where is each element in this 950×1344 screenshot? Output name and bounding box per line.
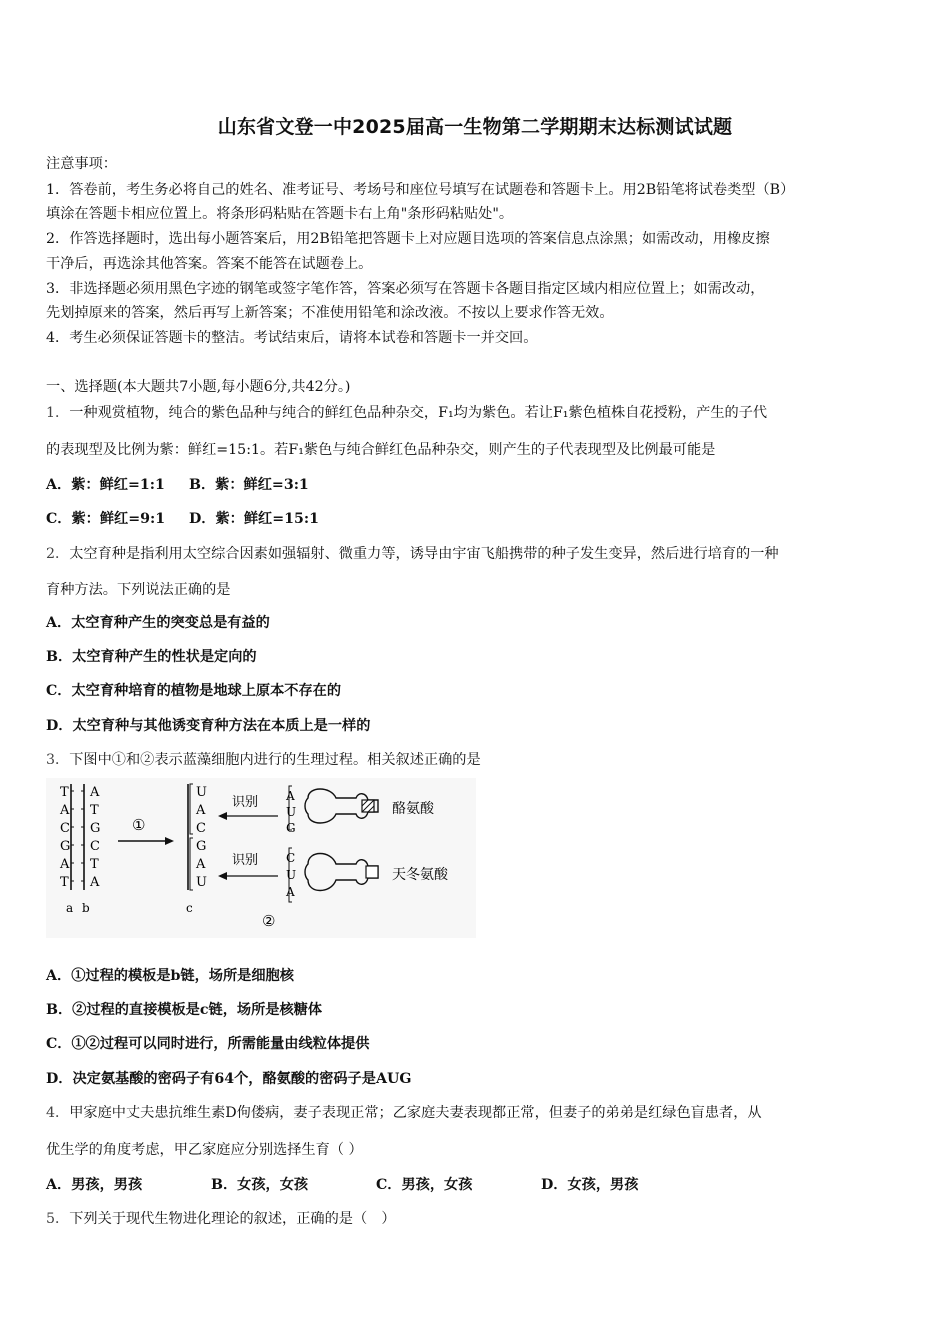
option-b[interactable]: B．紫：鲜红=3:1	[189, 477, 309, 493]
option-a[interactable]: A．太空育种产生的突变总是有益的	[46, 615, 270, 631]
option-b[interactable]: B．太空育种产生的性状是定向的	[46, 649, 257, 665]
section-heading: 一、选择题(本大题共7小题,每小题6分,共42分。)	[46, 379, 351, 395]
question-1-line-2: 的表现型及比例为紫：鲜红=15:1。若F₁紫色与纯合鲜红色品种杂交，则产生的子代表现型及比例最可能是	[46, 442, 716, 458]
chain-b-base: C	[90, 839, 100, 854]
chain-c-base: C	[196, 821, 206, 836]
label-c: c	[186, 901, 193, 915]
chain-a-base: T	[60, 875, 69, 890]
option-d[interactable]: D．紫：鲜红=15:1	[189, 511, 319, 527]
chain-a-base: T	[60, 785, 69, 800]
chain-a-base: C	[60, 821, 70, 836]
chain-c-base: U	[196, 875, 207, 890]
label-b: b	[82, 901, 90, 915]
question-4-options	[46, 1174, 638, 1194]
question-1-options-row-2	[46, 508, 319, 528]
option-c[interactable]: C．太空育种培育的植物是地球上原本不存在的	[46, 683, 342, 699]
recognize-label-2: 识别	[232, 853, 259, 868]
question-3-line-1: 3．下图中①和②表示蓝藻细胞内进行的生理过程。相关叙述正确的是	[46, 752, 481, 768]
label-a: a	[66, 901, 74, 915]
notice-line: 4．考生必须保证答题卡的整洁。考试结束后，请将本试卷和答题卡一并交回。	[46, 330, 538, 346]
notice-line: 填涂在答题卡相应位置上。将条形码粘贴在答题卡右上角"条形码粘贴处"。	[46, 206, 514, 222]
anticodon-2-base: U	[286, 868, 297, 882]
anticodon-2-base: A	[286, 885, 295, 899]
transcription-translation-figure	[46, 778, 476, 938]
option-d[interactable]: D．太空育种与其他诱变育种方法在本质上是一样的	[46, 718, 371, 734]
question-1-options-row-1	[46, 474, 309, 494]
notice-line: 1．答卷前，考生务必将自己的姓名、准考证号、考场号和座位号填写在试题卷和答题卡上。用2B铅笔将试卷类型（B）	[46, 182, 795, 198]
option-c[interactable]: C．紫：鲜红=9:1	[46, 511, 166, 527]
page-title: 山东省文登一中2025届高一生物第二学期期末达标测试试题	[217, 116, 733, 138]
notice-line: 干净后，再选涂其他答案。答案不能答在试题卷上。	[46, 256, 373, 272]
option-d[interactable]: D．女孩，男孩	[541, 1177, 639, 1193]
option-b[interactable]: B．②过程的直接模板是c链，场所是核糖体	[46, 1002, 323, 1018]
chain-c-base: A	[196, 857, 206, 872]
question-5-line-1: 5．下列关于现代生物进化理论的叙述，正确的是（ ）	[46, 1211, 396, 1227]
question-4-line-2: 优生学的角度考虑，甲乙家庭应分别选择生育（ ）	[46, 1142, 363, 1158]
chain-b-base: A	[90, 875, 100, 890]
question-number: 4．	[46, 1105, 70, 1121]
chain-b-base: G	[90, 821, 101, 836]
chain-c-base: A	[196, 803, 206, 818]
chain-a-base: A	[60, 803, 70, 818]
notice-line: 3．非选择题必须用黑色字迹的钢笔或签字笔作答，答案必须写在答题卡各题目指定区域内相应位置上；如需改动，	[46, 281, 765, 297]
option-c[interactable]: C．①②过程可以同时进行，所需能量由线粒体提供	[46, 1036, 370, 1052]
question-4-line-1: 4．甲家庭中丈夫患抗维生素D佝偻病，妻子表现正常；乙家庭夫妻表现都正常，但妻子的弟弟是红绿色盲患者，从	[46, 1105, 762, 1121]
chain-b-base: A	[90, 785, 100, 800]
question-number: 1．	[46, 405, 70, 421]
notice-line: 2．作答选择题时，选出每小题答案后，用2B铅笔把答题卡上对应题目选项的答案信息点涂黑；如需改动，用橡皮擦	[46, 231, 770, 247]
option-a[interactable]: A．紫：鲜红=1:1	[46, 477, 165, 493]
notice-line: 先划掉原来的答案，然后再写上新答案；不准使用铅笔和涂改液。不按以上要求作答无效。	[46, 305, 614, 321]
chain-c-base: G	[196, 839, 207, 854]
notice-heading: 注意事项：	[46, 156, 117, 172]
option-a[interactable]: A．①过程的模板是b链，场所是细胞核	[46, 968, 294, 984]
chain-a-base: A	[60, 857, 70, 872]
question-2-line-2: 育种方法。下列说法正确的是	[46, 582, 231, 598]
amino-acid-2: 天冬氨酸	[392, 867, 448, 883]
process-1-label: ①	[132, 816, 146, 834]
question-number: 3．	[46, 752, 70, 768]
chain-b-base: T	[90, 803, 99, 818]
anticodon-1-base: A	[286, 789, 295, 803]
option-a[interactable]: A．男孩，男孩	[46, 1177, 143, 1193]
anticodon-1-base: U	[286, 805, 297, 819]
question-2-line-1: 2．太空育种是指利用太空综合因素如强辐射、微重力等，诱导由宇宙飞船携带的种子发生变异，然后进行培育的一种	[46, 546, 779, 562]
question-number: 2．	[46, 546, 70, 562]
chain-c-base: U	[196, 785, 207, 800]
recognize-label-1: 识别	[232, 795, 259, 810]
option-c[interactable]: C．男孩，女孩	[376, 1177, 473, 1193]
chain-a-base: G	[60, 839, 71, 854]
question-1-line-1: 1．一种观赏植物，纯合的紫色品种与纯合的鲜红色品种杂交，F₁均为紫色。若让F₁紫色植株自花授粉，产生的子代	[46, 405, 768, 421]
chain-b-base: T	[90, 857, 99, 872]
option-d[interactable]: D．决定氨基酸的密码子有64个，酪氨酸的密码子是AUG	[46, 1071, 412, 1087]
question-number: 5．	[46, 1211, 70, 1227]
anticodon-2-base: C	[286, 851, 296, 865]
process-2-label: ②	[262, 912, 276, 930]
option-b[interactable]: B．女孩，女孩	[211, 1177, 309, 1193]
amino-acid-1: 酪氨酸	[392, 801, 434, 817]
anticodon-1-base: G	[286, 821, 296, 835]
